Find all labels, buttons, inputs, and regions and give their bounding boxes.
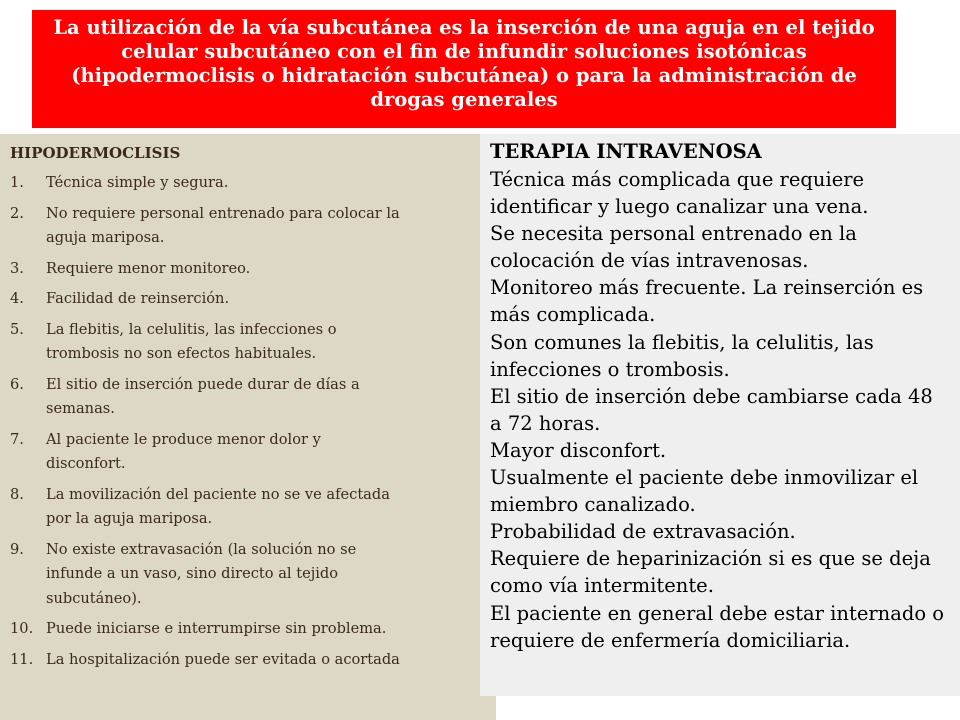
paragraph-line: Usualmente el paciente debe inmovilizar el [490, 466, 919, 490]
banner-line: drogas generales [370, 88, 558, 111]
list-item [10, 648, 486, 673]
list-item-number: 1. [10, 174, 24, 191]
paragraph-line: El sitio de inserción debe cambiarse cada 48 [490, 384, 933, 408]
list-item [10, 428, 486, 477]
paragraph-line: miembro canalizado. [490, 493, 696, 517]
terapia-intravenosa-heading: TERAPIA INTRAVENOSA [490, 140, 762, 163]
paragraph-line: requiere de enfermería domiciliaria. [490, 628, 851, 652]
list-item-text: infunde a un vaso, sino directo al tejido [46, 565, 339, 582]
list-item-text: El sitio de inserción puede durar de días a [46, 375, 360, 393]
banner-line: La utilización de la vía subcutánea es la inserción de una aguja en el tejido [53, 16, 875, 39]
list-item [10, 257, 486, 282]
list-item-number: 7. [10, 430, 24, 448]
hipodermoclisis-panel [0, 134, 496, 720]
hipodermoclisis-heading: HIPODERMOCLISIS [10, 144, 181, 162]
list-item [10, 373, 486, 422]
paragraph-line: Mayor disconfort. [490, 438, 667, 462]
paragraph-line: El paciente en general debe estar internado o [490, 601, 945, 625]
list-item-number: 3. [10, 259, 24, 277]
list-item-text: No requiere personal entrenado para colocar la [46, 204, 400, 222]
list-item [10, 318, 486, 367]
paragraph-line: Requiere de heparinización si es que se deja [490, 547, 931, 571]
list-item-text: Requiere menor monitoreo. [46, 259, 251, 277]
banner-line: (hipodermoclisis o hidratación subcutánea) o para la administración de [71, 64, 857, 87]
list-item-text: disconfort. [46, 455, 126, 472]
list-item-number: 6. [10, 375, 24, 393]
list-item-text: Técnica simple y segura. [46, 174, 229, 191]
list-item-number: 10. [10, 620, 34, 637]
list-item-number: 8. [10, 485, 24, 503]
list-item-text: Facilidad de reinserción. [46, 290, 230, 307]
paragraph-line: identificar y luego canalizar una vena. [490, 195, 869, 219]
list-item-text: por la aguja mariposa. [46, 510, 213, 527]
paragraph-line: infecciones o trombosis. [490, 357, 730, 381]
paragraph-line: a 72 horas. [490, 411, 601, 435]
list-item-number: 9. [10, 540, 24, 558]
list-item [10, 538, 486, 612]
list-item-number: 5. [10, 320, 24, 338]
paragraph-line: colocación de vías intravenosas. [490, 249, 809, 273]
list-item-text: La hospitalización puede ser evitada o acortada [46, 650, 400, 668]
paragraph-line: Monitoreo más frecuente. La reinserción es [490, 276, 924, 300]
list-item-text: subcutáneo). [46, 589, 142, 607]
list-item [10, 617, 486, 642]
list-item-text: aguja mariposa. [46, 229, 165, 246]
list-item [10, 202, 486, 251]
paragraph-line: Se necesita personal entrenado en la [490, 222, 857, 246]
list-item-number: 11. [10, 650, 34, 668]
list-item-text: semanas. [46, 400, 115, 417]
paragraph-line: Son comunes la flebitis, la celulitis, las [490, 330, 874, 354]
list-item-text: La flebitis, la celulitis, las infecciones o [46, 320, 337, 338]
list-item [10, 287, 486, 312]
title-banner [32, 10, 896, 128]
list-item-text: Puede iniciarse e interrumpirse sin problema. [46, 620, 387, 637]
paragraph-line: Técnica más complicada que requiere [490, 168, 865, 191]
list-item [10, 483, 486, 532]
list-item-number: 2. [10, 204, 24, 222]
list-item-number: 4. [10, 290, 24, 307]
paragraph-line: Probabilidad de extravasación. [490, 520, 796, 544]
list-item-text: Al paciente le produce menor dolor y [46, 430, 321, 448]
terapia-intravenosa-panel [480, 134, 960, 696]
list-item-text: trombosis no son efectos habituales. [46, 345, 317, 362]
banner-line: celular subcutáneo con el fin de infundir soluciones isotónicas [121, 40, 807, 63]
list-item [10, 171, 486, 196]
hipodermoclisis-list [10, 171, 486, 678]
list-item-text: No existe extravasación (la solución no se [46, 540, 357, 558]
terapia-intravenosa-text [490, 166, 958, 654]
paragraph-line: más complicada. [490, 303, 656, 327]
list-item-text: La movilización del paciente no se ve afectada [46, 485, 390, 503]
paragraph-line: como vía intermitente. [490, 574, 714, 598]
